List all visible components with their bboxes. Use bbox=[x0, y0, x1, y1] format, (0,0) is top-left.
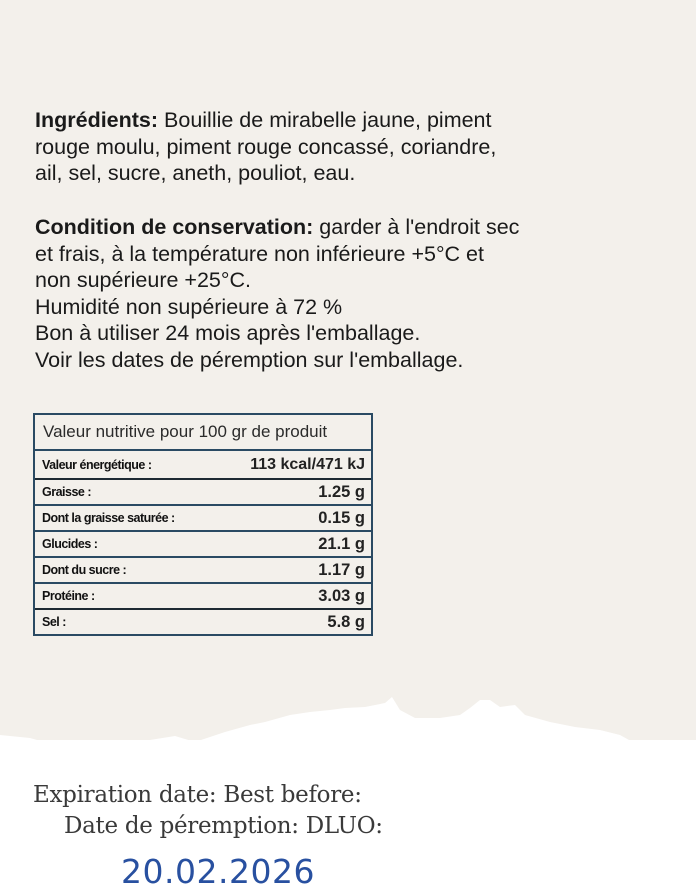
nutrition-row-sugar bbox=[35, 556, 371, 582]
nutrition-row-energy bbox=[35, 449, 371, 478]
expiration-label-line1: Expiration date: Best before: bbox=[33, 782, 362, 808]
expiration-date: 20.02.2026 bbox=[121, 852, 315, 891]
nutrition-label: Dont du sucre : bbox=[42, 563, 127, 577]
nutrition-row-fat bbox=[35, 478, 371, 504]
nutrition-value: 1.25 g bbox=[318, 482, 365, 501]
nutrition-table-title: Valeur nutritive pour 100 gr de produit bbox=[43, 422, 328, 441]
nutrition-label: Dont la graisse saturée : bbox=[42, 511, 175, 525]
conservation-text-line: et frais, à la température non inférieure +5°C et bbox=[35, 241, 484, 266]
nutrition-label: Protéine : bbox=[42, 589, 95, 603]
nutrition-value: 3.03 g bbox=[318, 586, 365, 605]
nutrition-row-salt bbox=[35, 608, 371, 634]
nutrition-label: Graisse : bbox=[42, 485, 92, 499]
conservation-text-line: garder à l'endroit sec bbox=[313, 215, 520, 239]
nutrition-value: 21.1 g bbox=[318, 534, 365, 553]
shelf-life-text: Bon à utiliser 24 mois après l'emballage. bbox=[35, 321, 421, 345]
nutrition-row-carbohydrates bbox=[35, 530, 371, 556]
ingredients-text-line: rouge moulu, piment rouge concassé, coriandre, bbox=[35, 134, 497, 159]
nutrition-row-protein bbox=[35, 582, 371, 608]
ingredients-text-line: ail, sel, sucre, aneth, pouliot, eau. bbox=[35, 161, 356, 185]
nutrition-value: 1.17 g bbox=[318, 560, 365, 579]
nutrition-value: 113 kcal/471 kJ bbox=[250, 455, 365, 473]
nutrition-row-saturated-fat bbox=[35, 504, 371, 530]
nutrition-label: Sel : bbox=[42, 615, 66, 629]
see-dates-text: Voir les dates de péremption sur l'emballage. bbox=[35, 347, 464, 372]
expiration-label-line2: Date de péremption: DLUO: bbox=[64, 813, 383, 839]
conservation-text-line: non supérieure +25°C. bbox=[35, 268, 251, 292]
nutrition-value: 5.8 g bbox=[327, 612, 365, 631]
humidity-text: Humidité non supérieure à 72 % bbox=[35, 294, 343, 319]
conservation-paragraph bbox=[35, 214, 635, 373]
nutrition-value: 0.15 g bbox=[318, 508, 365, 527]
nutrition-label: Glucides : bbox=[42, 537, 98, 551]
ingredients-paragraph bbox=[35, 107, 635, 187]
ingredients-text-line: Bouillie de mirabelle jaune, piment bbox=[158, 108, 492, 132]
nutrition-label: Valeur énergétique : bbox=[42, 457, 152, 472]
conservation-label: Condition de conservation: bbox=[35, 215, 314, 239]
nutrition-table bbox=[33, 413, 373, 636]
ingredients-label: Ingrédients: bbox=[35, 108, 159, 132]
